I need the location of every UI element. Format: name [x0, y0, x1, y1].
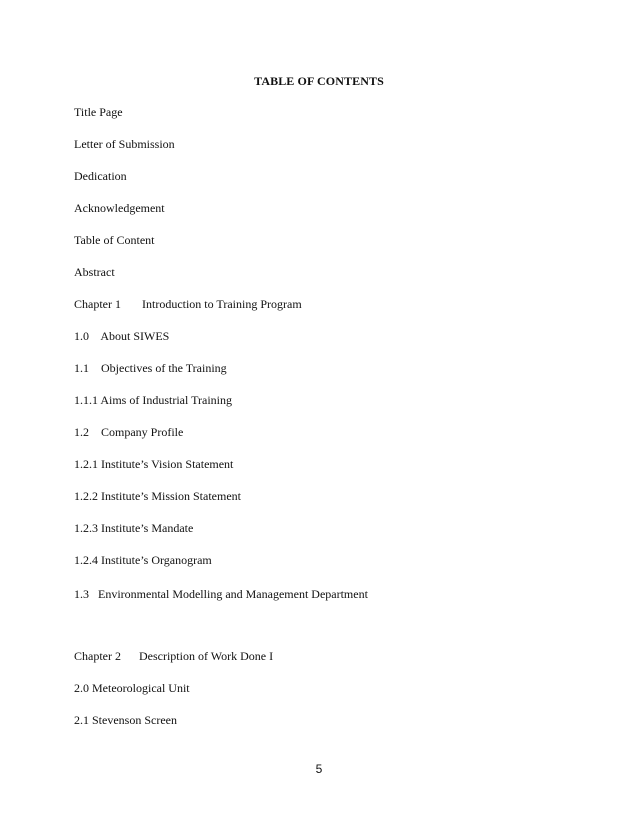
- toc-entry-abstract: Abstract: [74, 265, 115, 279]
- toc-entry-dedication: Dedication: [74, 169, 127, 183]
- toc-entry-1-2-4: 1.2.4 Institute’s Organogram: [74, 553, 212, 567]
- toc-entry-1-1: 1.1 Objectives of the Training: [74, 361, 227, 375]
- toc-entry-chapter-1: Chapter 1 Introduction to Training Program: [74, 297, 302, 311]
- toc-entry-2-0: 2.0 Meteorological Unit: [74, 681, 190, 695]
- toc-entry-acknowledgement: Acknowledgement: [74, 201, 165, 215]
- toc-entry-1-2-2: 1.2.2 Institute’s Mission Statement: [74, 489, 241, 503]
- toc-entry-2-1: 2.1 Stevenson Screen: [74, 713, 177, 727]
- toc-entry-title-page: Title Page: [74, 105, 123, 119]
- toc-entry-1-2: 1.2 Company Profile: [74, 425, 184, 439]
- toc-entry-1-1-1: 1.1.1 Aims of Industrial Training: [74, 393, 233, 407]
- toc-entry-1-2-3: 1.2.3 Institute’s Mandate: [74, 521, 194, 535]
- toc-entry-1-2-1: 1.2.1 Institute’s Vision Statement: [74, 457, 234, 471]
- toc-entry-letter-of-submission: Letter of Submission: [74, 137, 175, 151]
- toc-entry-chapter-2: Chapter 2 Description of Work Done I: [74, 649, 274, 663]
- toc-entry-table-of-content: Table of Content: [74, 233, 155, 247]
- toc-entry-1-3: 1.3 Environmental Modelling and Management Department: [74, 587, 368, 601]
- toc-entry-1-0: 1.0 About SIWES: [74, 329, 170, 343]
- page-number: 5: [315, 762, 323, 776]
- page-title: TABLE OF CONTENTS: [254, 74, 384, 88]
